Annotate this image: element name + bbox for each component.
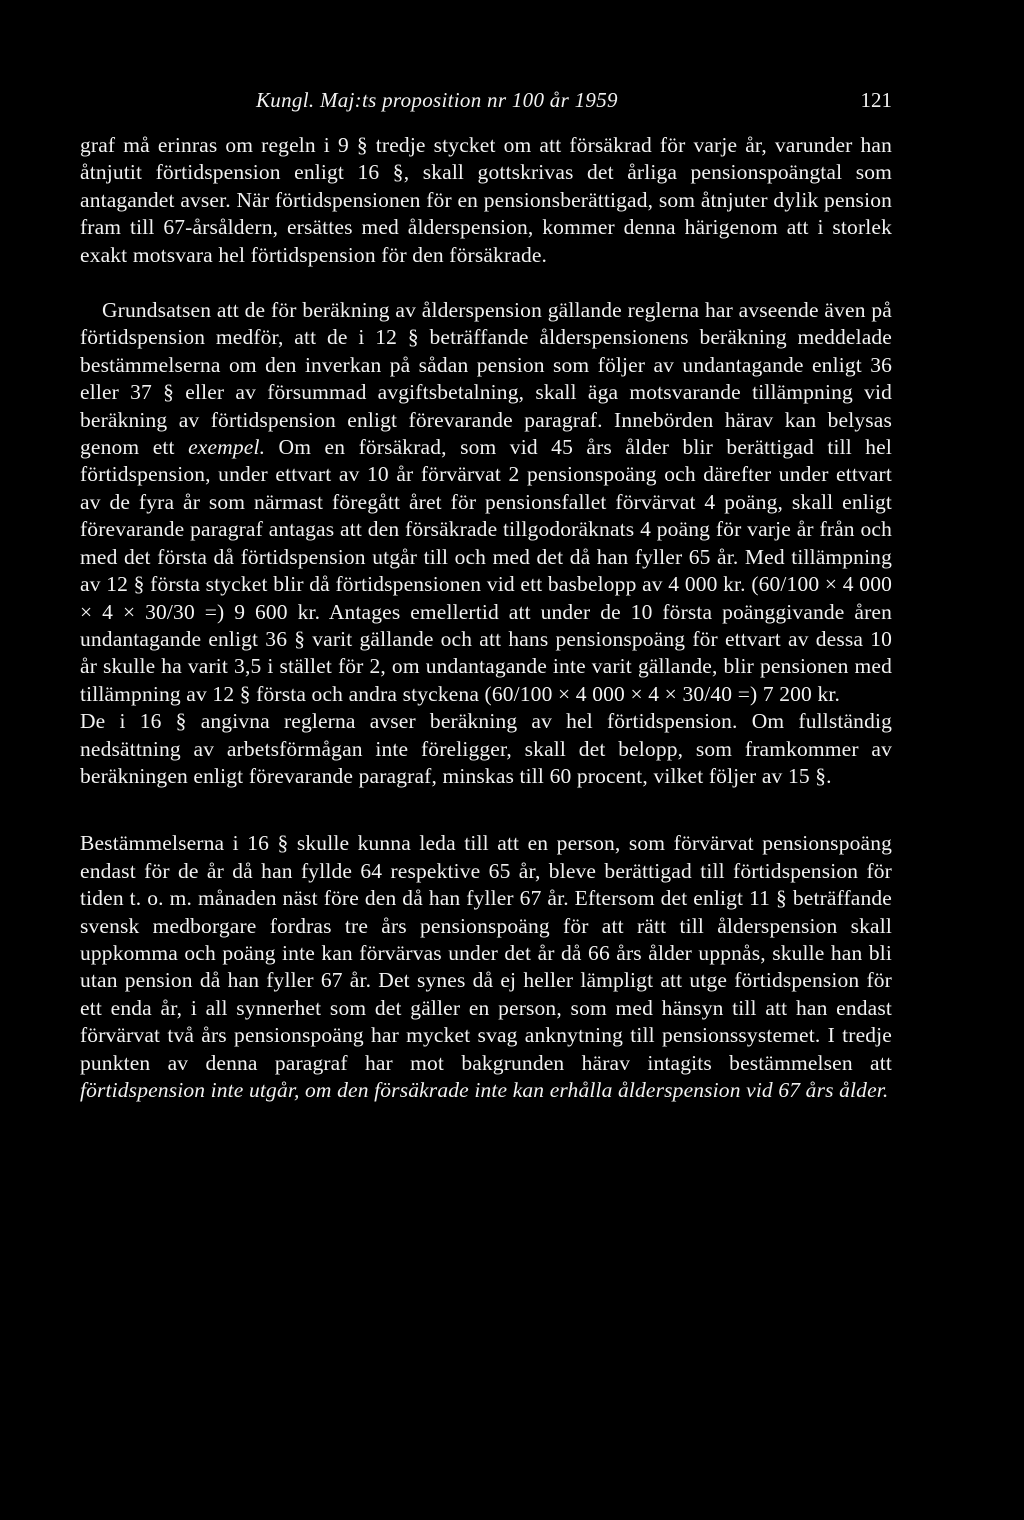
paragraph-4	[80, 830, 892, 1104]
paragraph-2-part-a: Grundsatsen att de för beräkning av ålderspension gällande reglerna har avseende även på förtidspension medför, att de i 12 § beträffande ålderspensionens beräkning meddelade bestämmelserna om den inverkan på sådan pension som följer av undantagande enligt 36 eller 37 § eller av försummad avgiftsbetalning, skall äga motsvarande tillämpning vid beräkning av förtidspension enligt förevarande paragraf. Innebörden härav kan belysas genom ett	[80, 298, 892, 460]
page-number: 121	[860, 88, 892, 112]
paragraph-4-part-a: Bestämmelserna i 16 § skulle kunna leda till att en person, som förvärvat pensionspoäng endast för de år då han fyllde 64 respektive 65 år, bleve berättigad till förtidspension för tiden t. o. m. månaden näst före den då han fyller 67 år. Eftersom det enligt 11 § beträffande svensk medborgare fordras tre års pensionspoäng för att rätt till ålderspension skall uppkomma och poäng inte kan förvärvas under det år då 66 års ålder uppnås, skulle han bli utan pension då han fyller 67 år. Det synes då ej heller lämpligt att utge förtidspension för ett enda år, i all synnerhet som det gäller en person, som med hänsyn till att han endast förvärvat två års pensionspoäng har mycket svag anknytning till pensionssystemet. I tredje punkten av denna paragraf har mot bakgrunden härav intagits bestämmelsen att	[80, 831, 892, 1075]
paragraph-1: graf må erinras om regeln i 9 § tredje stycket om att försäkrad för varje år, varunder han åtnjutit förtidspension enligt 16 §, skall gottskrivas det årliga pensionspoängtal som antagandet avser. När förtidspensionen för en pensionsberättigad, som åtnjuter dylik pension fram till 67-årsåldern, ersättes med ålderspension, kommer denna härigenom att i storlek exakt motsvara hel förtidspension för den försäkrade.	[80, 133, 892, 267]
paragraph-2-part-b: Om en försäkrad, som vid 45 års ålder blir berättigad till hel förtidspension, under ettvart av 10 år förvärvat 2 pensionspoäng och därefter under ettvart av de fyra år som närmast föregått året för pensionsfallet förvärvat 4 poäng, skall enligt förevarande paragraf antagas att den försäkrade tillgodoräknats 4 poäng för varje år från och med det första då förtidspension utgår till och med det då han fyller 65 år. Med tillämpning av 12 § första stycket blir då förtidspensionen vid ett basbelopp av 4 000 kr. (60/100 × 4 000 × 4 × 30/30 =) 9 600 kr. Antages emellertid att under de 10 första poänggivande åren undantagande enligt 36 § varit gällande och att hans pensionspoäng för ettvart av dessa 10 år skulle ha varit 3,5 i stället för 2, om undantagande inte varit gällande, blir pensionen med tillämpning av 12 § första och andra styckena (60/100 × 4 000 × 4 × 30/40 =) 7 200 kr.	[80, 435, 892, 706]
document-page	[80, 88, 892, 1104]
paragraph-2	[80, 297, 892, 708]
paragraph-4-emphasis: förtidspension inte utgår, om den försäkrade inte kan erhålla ålderspension vid 67 års ålder.	[80, 1078, 889, 1102]
body-text	[80, 132, 892, 1104]
page-header	[80, 88, 892, 122]
paragraph-2-emphasis: exempel.	[188, 435, 266, 460]
running-title: Kungl. Maj:ts proposition nr 100 år 1959	[256, 88, 618, 112]
paragraph-3: De i 16 § angivna reglerna avser beräkning av hel förtidspension. Om fullständig nedsättning av arbetsförmågan inte föreligger, skall det belopp, som framkommer av beräkningen enligt förevarande paragraf, minskas till 60 procent, vilket följer av 15 §.	[80, 709, 892, 788]
